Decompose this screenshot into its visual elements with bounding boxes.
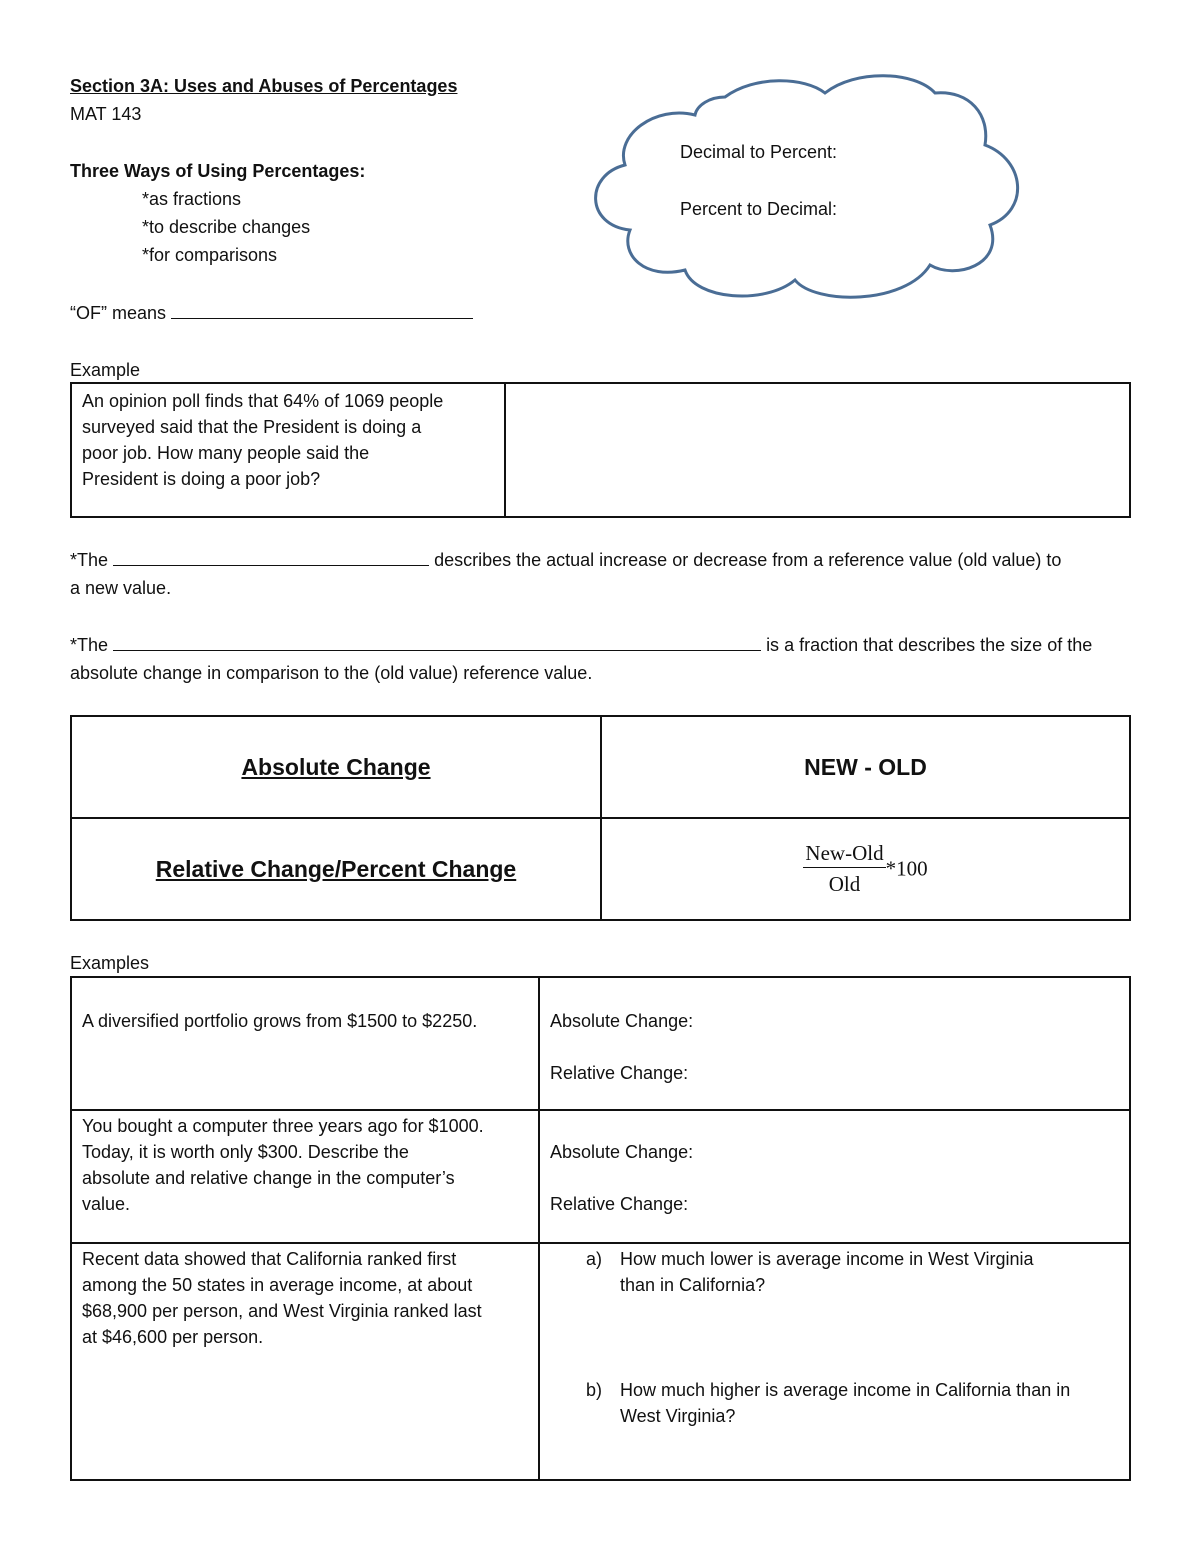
relative-change-fraction	[803, 841, 885, 897]
examples-label: Examples	[70, 953, 150, 973]
absolute-change-label-cell	[71, 716, 601, 818]
question-b-label: b)	[586, 1380, 603, 1400]
example-3-problem-line: at $46,600 per person.	[82, 1327, 264, 1347]
fraction-denominator: Old	[828, 872, 861, 896]
example-answer-cell[interactable]	[505, 383, 1130, 517]
rel-def-suffix: is a fraction that describes the size of the	[766, 635, 1093, 655]
example-3-problem-line: Recent data showed that California ranked first	[82, 1249, 457, 1269]
example-2-problem-line: You bought a computer three years ago for $1000.	[82, 1116, 484, 1136]
of-means-line	[70, 302, 473, 324]
fraction-numerator: New-Old	[803, 841, 885, 868]
example-1-problem-cell	[71, 977, 539, 1110]
example-2-absolute-change: Absolute Change:	[550, 1142, 694, 1162]
example-2-problem-line: Today, it is worth only $300. Describe the	[82, 1142, 409, 1162]
page-title: Section 3A: Uses and Abuses of Percentages	[70, 76, 458, 96]
of-means-blank[interactable]	[171, 302, 473, 319]
absolute-change-label: Absolute Change	[241, 753, 431, 780]
example-problem-cell	[71, 383, 505, 517]
example-3-problem-line: among the 50 states in average income, at about	[82, 1275, 473, 1295]
example-1-absolute-change: Absolute Change:	[550, 1011, 694, 1031]
example-table	[70, 382, 1131, 518]
example-problem-line: An opinion poll finds that 64% of 1069 people	[82, 391, 444, 411]
absolute-change-formula-cell	[601, 716, 1130, 818]
cloud-percent-to-decimal: Percent to Decimal:	[680, 199, 838, 219]
rel-def-blank[interactable]	[113, 634, 761, 651]
example-3-problem-line: $68,900 per person, and West Virginia ranked last	[82, 1301, 482, 1321]
example-2-problem-cell	[71, 1110, 539, 1243]
absolute-change-formula: NEW - OLD	[804, 753, 927, 780]
example-problem-line: President is doing a poor job?	[82, 469, 321, 489]
question-a-line: than in California?	[620, 1275, 766, 1295]
example-2-answer-cell[interactable]	[539, 1110, 1130, 1243]
example-problem-line: poor job. How many people said the	[82, 443, 370, 463]
abs-definition-line	[70, 549, 1061, 571]
course-code: MAT 143	[70, 104, 142, 124]
example-1-relative-change: Relative Change:	[550, 1063, 689, 1083]
ways-heading: Three Ways of Using Percentages:	[70, 161, 366, 181]
ways-item-changes: *to describe changes	[142, 217, 311, 237]
example-1-problem: A diversified portfolio grows from $1500 to $2250.	[82, 1011, 478, 1031]
question-a-label: a)	[586, 1249, 603, 1269]
example-label: Example	[70, 360, 141, 380]
cloud-callout	[585, 65, 1025, 310]
example-3-problem-cell	[71, 1243, 539, 1480]
question-a	[586, 1246, 1126, 1298]
question-b-line: How much higher is average income in California than in	[620, 1380, 1071, 1400]
abs-def-prefix: *The	[70, 550, 109, 570]
abs-def-continuation: a new value.	[70, 578, 172, 598]
relative-change-label: Relative Change/Percent Change	[155, 855, 517, 882]
example-2-problem-line: absolute and relative change in the computer’s	[82, 1168, 455, 1188]
examples-table	[70, 976, 1131, 1481]
formula-table	[70, 715, 1131, 921]
relative-change-formula-cell	[601, 818, 1130, 920]
of-means-label: “OF” means	[70, 303, 167, 323]
question-a-line: How much lower is average income in West Virginia	[620, 1249, 1034, 1269]
rel-def-prefix: *The	[70, 635, 109, 655]
ways-item-fractions: *as fractions	[142, 189, 242, 209]
abs-def-blank[interactable]	[113, 549, 429, 566]
ways-item-comparisons: *for comparisons	[142, 245, 278, 265]
cloud-decimal-to-percent: Decimal to Percent:	[680, 142, 838, 162]
fraction-multiplier: *100	[885, 856, 928, 881]
example-2-relative-change: Relative Change:	[550, 1194, 689, 1214]
relative-change-label-cell	[71, 818, 601, 920]
question-b-line: West Virginia?	[620, 1406, 736, 1426]
example-1-answer-cell[interactable]	[539, 977, 1130, 1110]
example-2-problem-line: value.	[82, 1194, 131, 1214]
rel-def-continuation: absolute change in comparison to the (old value) reference value.	[70, 663, 593, 683]
rel-definition-line	[70, 634, 1092, 656]
example-3-answer-cell[interactable]	[539, 1243, 1130, 1480]
abs-def-suffix: describes the actual increase or decrease from a reference value (old value) to	[434, 550, 1062, 570]
question-b	[586, 1377, 1126, 1429]
example-problem-line: surveyed said that the President is doing a	[82, 417, 422, 437]
